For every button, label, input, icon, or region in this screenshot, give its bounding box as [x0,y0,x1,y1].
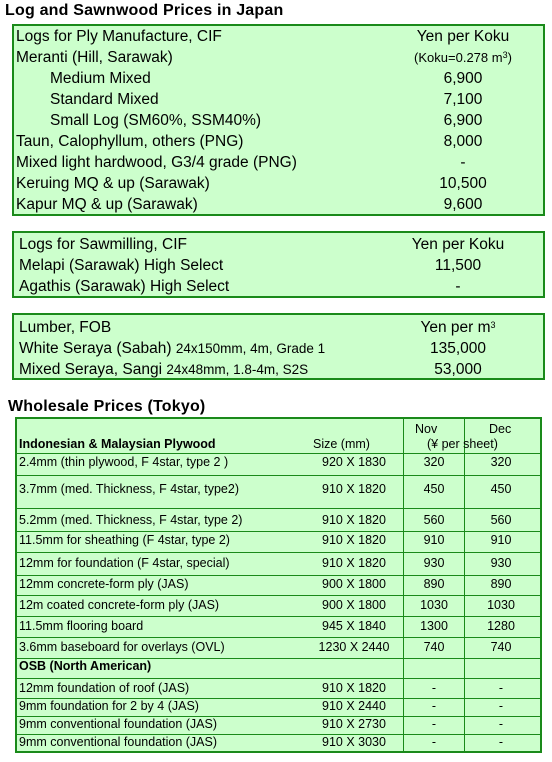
price-row [14,255,543,276]
price-row [14,131,543,152]
row-value: 135,000 [429,340,487,357]
row-divider [17,552,540,553]
column-divider [464,419,465,751]
price-row [14,152,543,173]
price-row [14,89,543,110]
row-divider [17,637,540,638]
lumber-unit: Yen per $m^3$ [420,319,496,336]
row-value: 53,000 [434,361,482,378]
lumber-header: Lumber, FOB [19,319,112,336]
col-dec: Dec [489,422,512,436]
col-nov: Nov [415,422,438,436]
section-indo-malay: Indonesian & Malaysian Plywood [19,437,216,451]
row-label: Keruing MQ & up (Sarawak) [16,175,210,192]
saw-header-row [14,234,543,255]
row-label: Medium Mixed [50,70,151,87]
row-label: Mixed Seraya, Sangi 24x48mm, 1.8-4m, S2S [19,361,309,378]
col-size: Size (mm) [313,437,370,451]
row-divider [17,616,540,617]
row-value: 6,900 [443,70,483,87]
row-value: 11,500 [434,257,482,274]
row-divider [17,595,540,596]
row-divider [17,453,540,454]
col-unit: (¥ per sheet) [427,437,498,451]
ply-header: Logs for Ply Manufacture, CIF [16,28,222,45]
lumber-panel [12,313,545,380]
saw-unit: Yen per Koku [411,236,505,253]
wholesale-table: Nov Dec Indonesian & Malaysian Plywood Size (mm) (¥ per sheet) 2.4mm (thin plywood, F 4star, type 2 ) 920 X 1830 320 320 3.7mm (med. Thickness, F 4star, type2) 910 X 1820 450 450 5.2mm (med. Thickness, F 4star, type 2) 910 X 1820 560 560 11.5mm for sheathing (F 4star, type 2) 910 X 1820 910 910 12mm for foundation (F 4star, special) 910 X 1820 930 930 12mm concrete-form ply (JAS) 900 X 1800 890 890 12m coated concrete-form ply (JAS) 900 X 1800 1030 1030 11.5mm flooring board 945 X 1840 1300 1280 3.6mm baseboard for overlays (OVL) 1230 X 2440 740 740 OSB (North American) 12mm foundation of roof (JAS) 910 X 1820 - - 9mm foundation for 2 by 4 (JAS) 910 X 2440 - - 9mm conventional foundation (JAS) 910 X 2730 - - 9mm conventional foundation (JAS) 910 X 3030 - - [15,417,542,753]
row-divider [17,475,540,476]
wholesale-title: Wholesale Prices (Tokyo) [8,398,206,415]
lumber-header-row [14,317,543,338]
price-row [14,276,543,297]
log-sawnwood-title: Log and Sawnwood Prices in Japan [5,2,284,19]
row-divider [17,575,540,576]
row-value: - [460,154,466,171]
row-label: Mixed light hardwood, G3/4 grade (PNG) [16,154,297,171]
row-value: 6,900 [443,112,483,129]
ply-unit: Yen per Koku [416,28,510,45]
row-label: White Seraya (Sabah) 24x150mm, 4m, Grade 1 [19,340,326,357]
row-label: Melapi (Sarawak) High Select [19,257,224,274]
koku-note: (Koku=0.278 $m^3$) [414,50,512,65]
row-value: 10,500 [439,175,487,192]
ply-logs-panel [12,24,545,216]
row-value: 8,000 [443,133,483,150]
row-label: Kapur MQ & up (Sarawak) [16,196,198,213]
ply-header-row [14,26,543,47]
price-row [14,110,543,131]
price-row [14,338,543,359]
row-divider [17,678,540,679]
row-value: - [455,278,461,295]
price-row [14,359,543,380]
row-value: 7,100 [443,91,483,108]
row-value: 9,600 [443,196,483,213]
sawmill-logs-panel [12,231,545,298]
row-divider [17,531,540,532]
row-label: Taun, Calophyllum, others (PNG) [16,133,244,150]
price-row [14,68,543,89]
price-row [14,173,543,194]
ply-subtitle: Meranti (Hill, Sarawak) [16,49,173,66]
row-label: Standard Mixed [50,91,159,108]
price-row [14,194,543,215]
row-label: Agathis (Sarawak) High Select [19,278,230,295]
row-divider [17,508,540,509]
row-label: Small Log (SM60%, SSM40%) [50,112,262,129]
ply-subtitle-row [14,47,543,68]
saw-header: Logs for Sawmilling, CIF [19,236,187,253]
